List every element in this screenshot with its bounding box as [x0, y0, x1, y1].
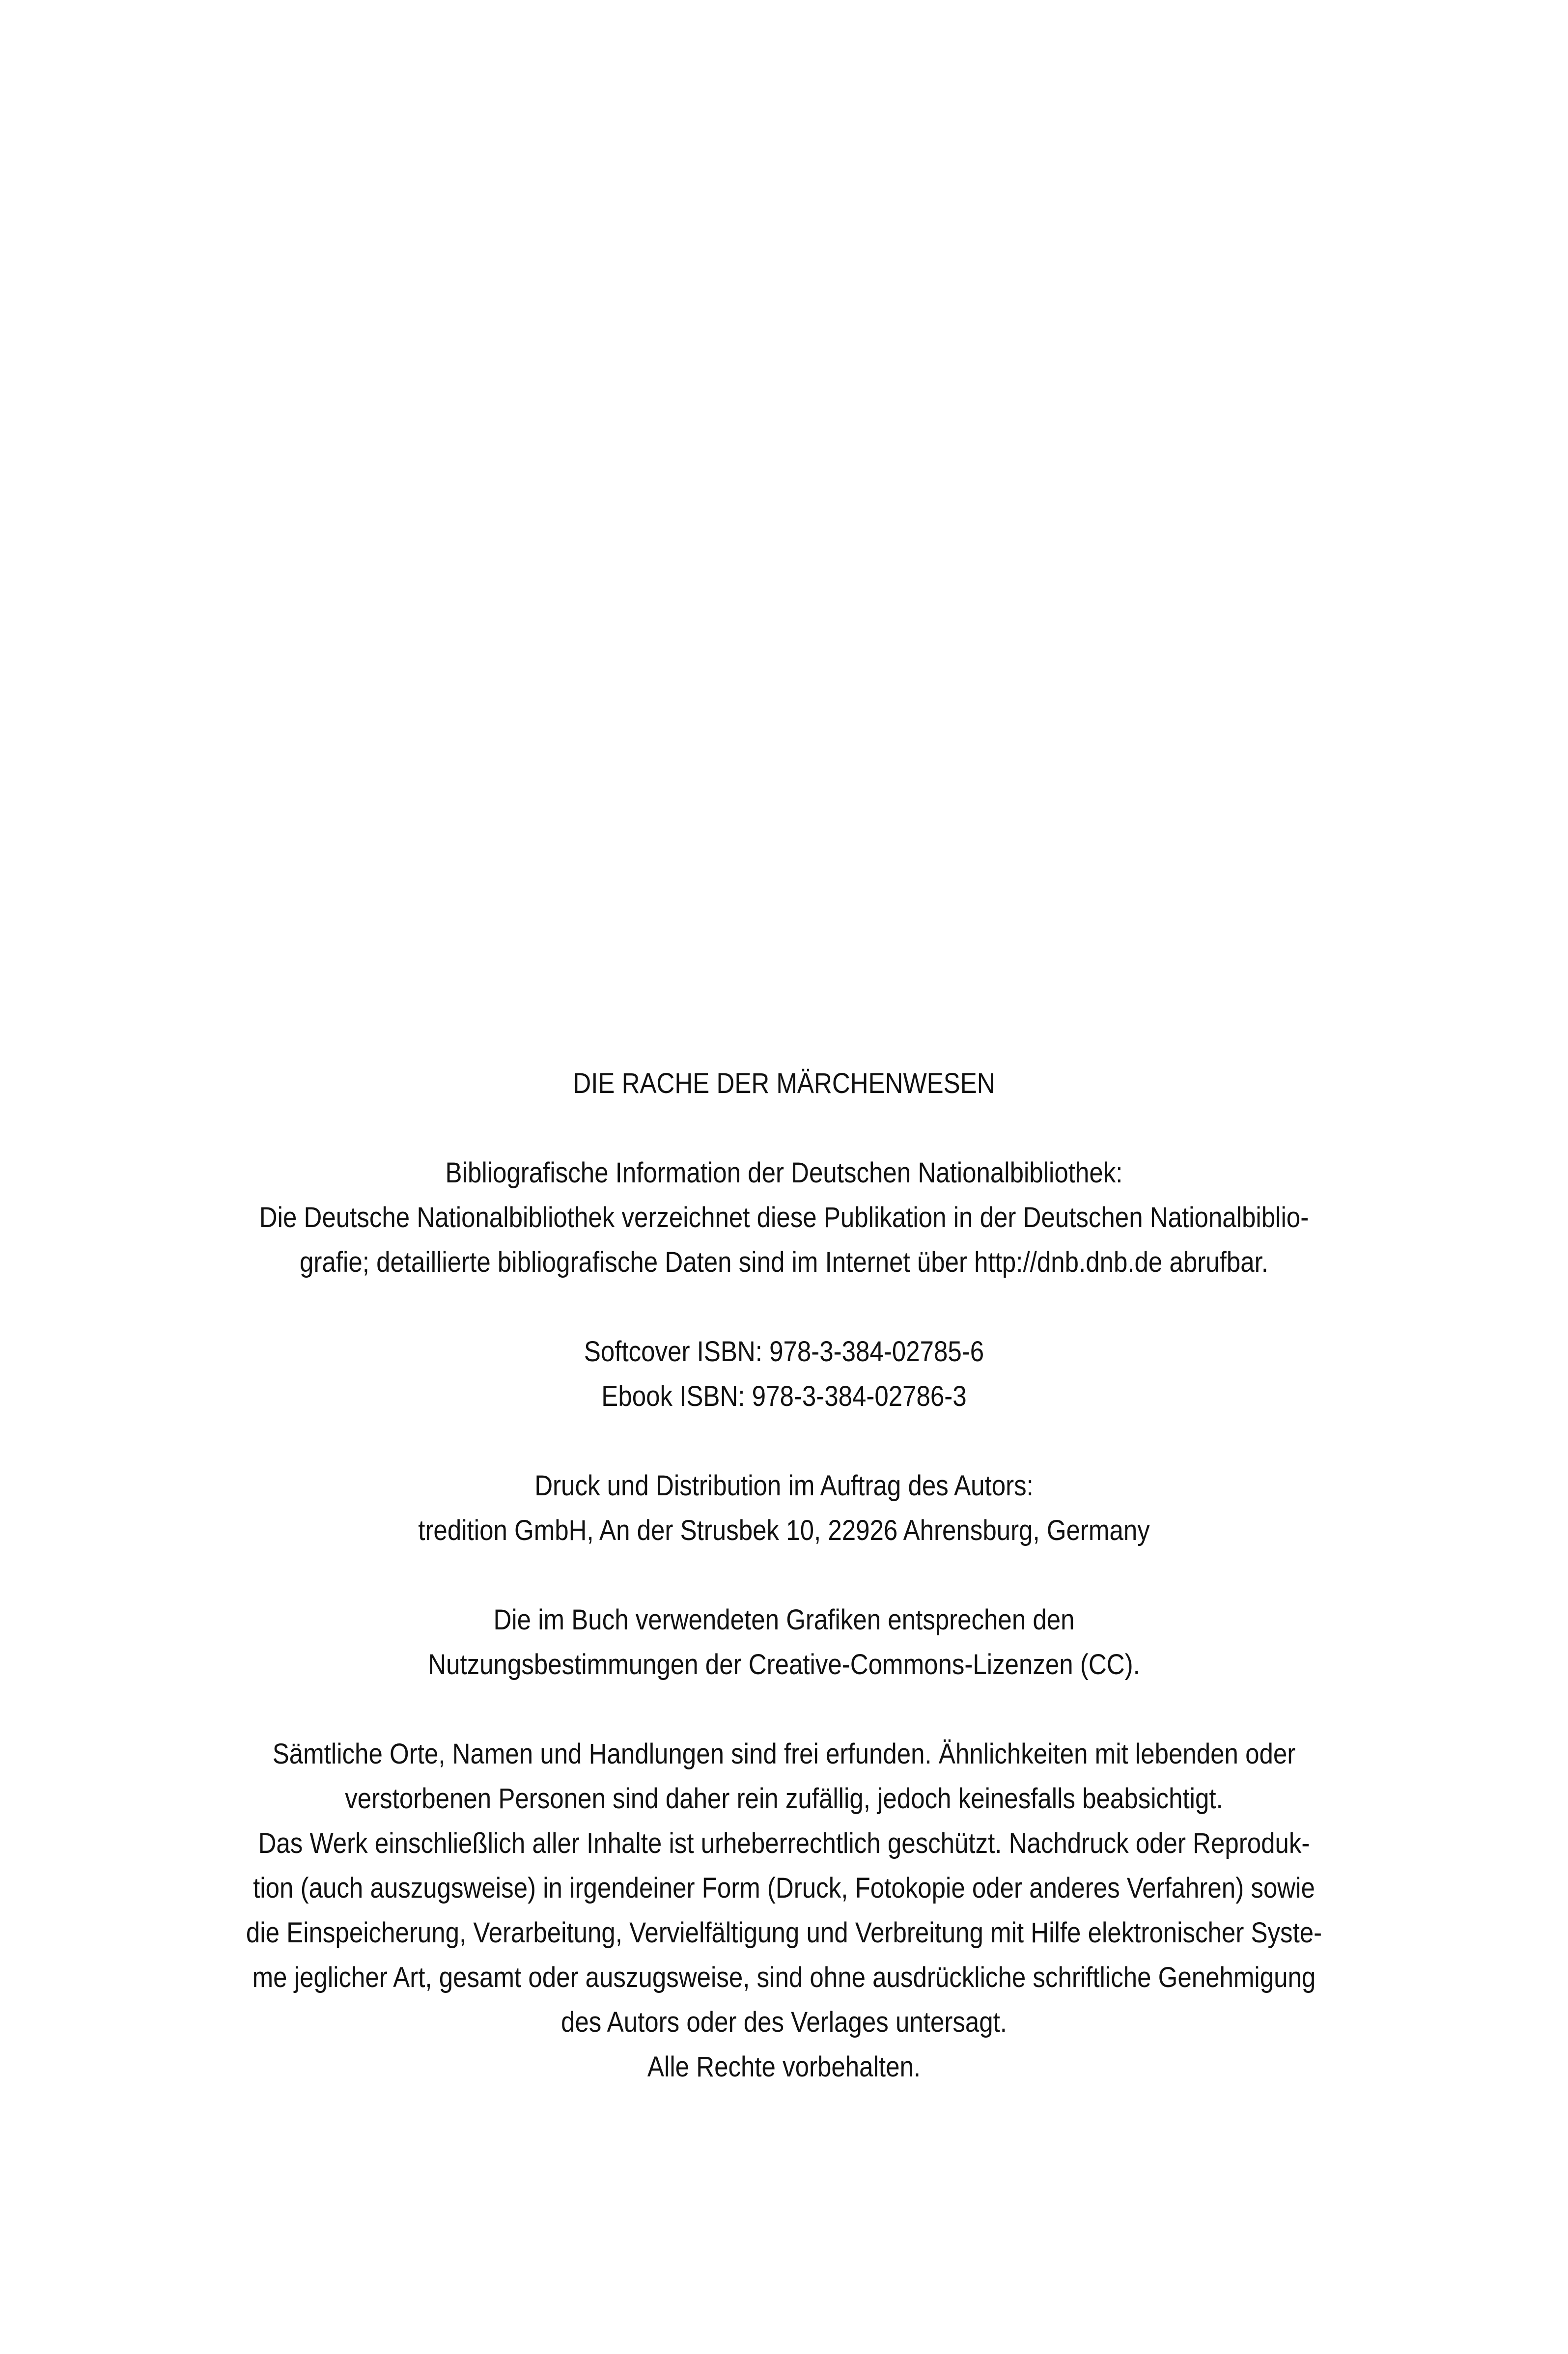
- imprint-block: [94, 1061, 1474, 2089]
- spacer: [94, 1106, 1474, 1150]
- spacer: [94, 1285, 1474, 1329]
- softcover-isbn: Softcover ISBN: 978-3-384-02785-6: [584, 1336, 984, 1368]
- isbn-info: [94, 1329, 1474, 1419]
- publisher-line-2: tredition GmbH, An der Strusbek 10, 22926 Ahrensburg, Germany: [418, 1514, 1150, 1546]
- publisher-line-1: Druck und Distribution im Auftrag des Autors:: [534, 1470, 1034, 1502]
- spacer: [94, 1419, 1474, 1463]
- book-title: DIE RACHE DER MÄRCHENWESEN: [573, 1067, 995, 1099]
- rights-reserved: Alle Rechte vorbehalten.: [647, 2051, 921, 2083]
- legal-disclaimer: [94, 1732, 1474, 2089]
- publisher-info: [94, 1463, 1474, 1553]
- spacer: [94, 1553, 1474, 1597]
- bibliographic-heading: Bibliografische Information der Deutschen Nationalbibliothek:: [445, 1157, 1123, 1189]
- ebook-isbn: Ebook ISBN: 978-3-384-02786-3: [601, 1380, 967, 1412]
- disclaimer-line-3: Das Werk einschließlich aller Inhalte ist urheberrechtlich geschützt. Nachdruck oder Reproduk-: [258, 1827, 1310, 1859]
- disclaimer-line-5: die Einspeicherung, Verarbeitung, Vervielfältigung und Verbreitung mit Hilfe elektronischer Syste-: [246, 1917, 1322, 1949]
- disclaimer-line-7: des Autors oder des Verlages untersagt.: [561, 2006, 1007, 2038]
- disclaimer-line-2: verstorbenen Personen sind daher rein zufällig, jedoch keinesfalls beabsichtigt.: [345, 1783, 1223, 1815]
- disclaimer-line-1: Sämtliche Orte, Namen und Handlungen sind frei erfunden. Ähnlichkeiten mit lebenden oder: [272, 1738, 1296, 1770]
- bibliographic-line-1: Die Deutsche Nationalbibliothek verzeichnet diese Publikation in der Deutschen Nationalbiblio-: [259, 1202, 1309, 1233]
- disclaimer-line-4: tion (auch auszugsweise) in irgendeiner Form (Druck, Fotokopie oder anderes Verfahren) sowie: [253, 1872, 1315, 1904]
- graphics-line-2: Nutzungsbestimmungen der Creative-Commons-Lizenzen (CC).: [428, 1649, 1140, 1681]
- bibliographic-info: [94, 1150, 1474, 1285]
- graphics-license: [94, 1597, 1474, 1687]
- bibliographic-line-2: grafie; detaillierte bibliografische Daten sind im Internet über http://dnb.dnb.de abrufbar.: [300, 1246, 1268, 1278]
- disclaimer-line-6: me jeglicher Art, gesamt oder auszugsweise, sind ohne ausdrückliche schriftliche Genehmigung: [252, 1962, 1316, 1993]
- graphics-line-1: Die im Buch verwendeten Grafiken entsprechen den: [493, 1604, 1075, 1636]
- spacer: [94, 1687, 1474, 1732]
